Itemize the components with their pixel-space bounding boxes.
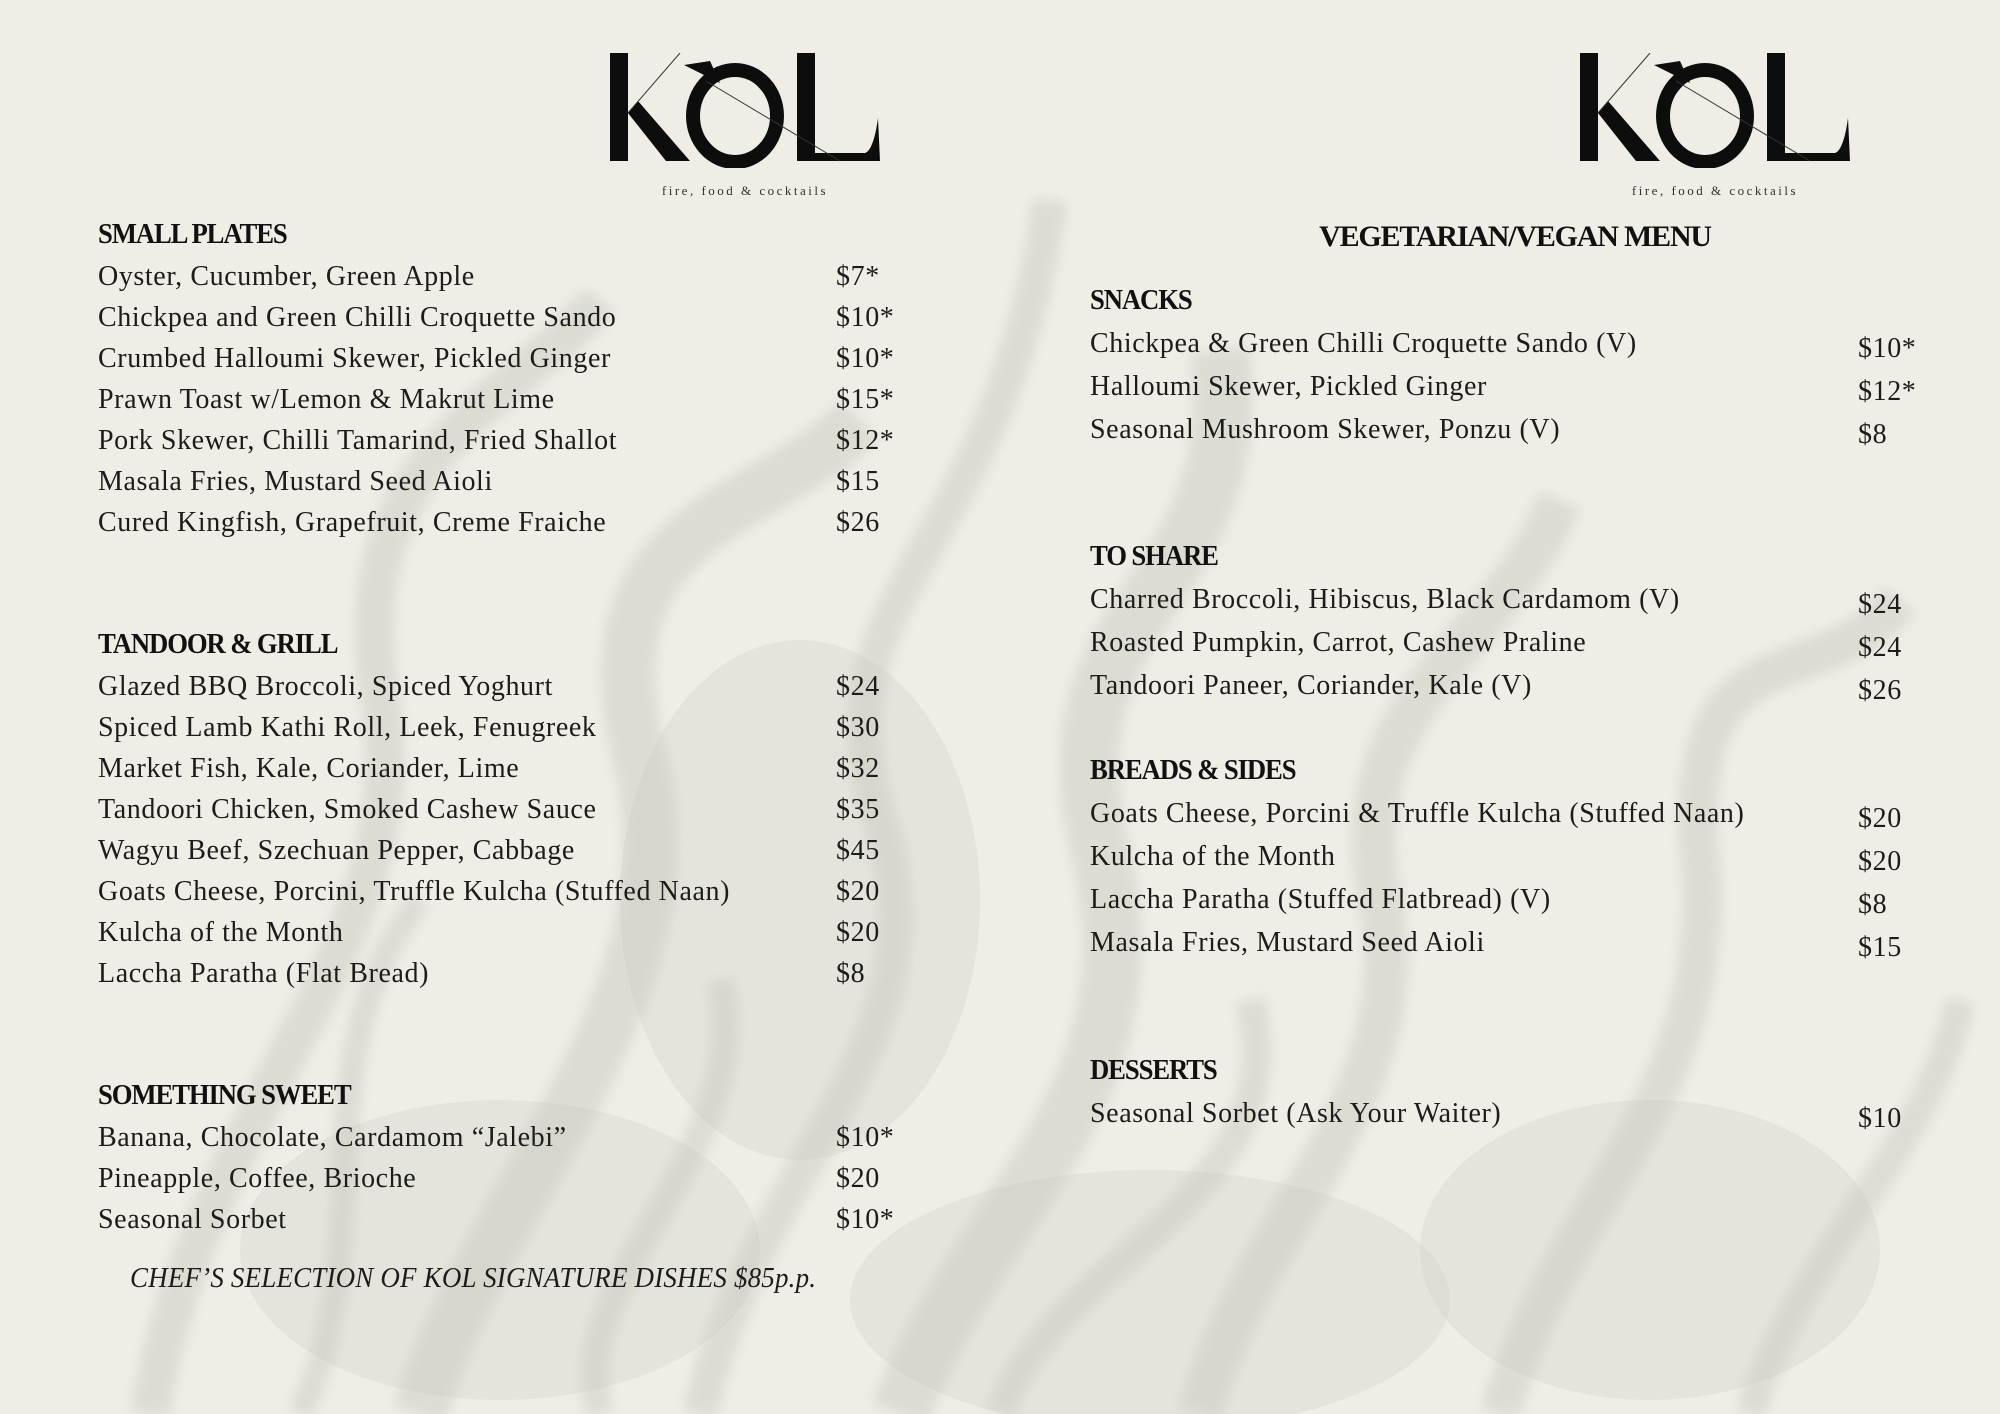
menu-item bbox=[98, 338, 895, 379]
item-price: $20 bbox=[1858, 803, 1902, 834]
brand-logo-left bbox=[610, 53, 880, 223]
item-price: $10* bbox=[836, 302, 895, 333]
menu-item bbox=[98, 912, 880, 953]
section-title: TANDOOR & GRILL bbox=[98, 628, 338, 660]
item-price: $15 bbox=[836, 466, 880, 497]
menu-item bbox=[1090, 664, 1902, 707]
item-name: Goats Cheese, Porcini & Truffle Kulcha (Stuffed Naan) bbox=[1090, 798, 1745, 829]
item-price: $20 bbox=[836, 917, 880, 948]
item-name: Laccha Paratha (Stuffed Flatbread) (V) bbox=[1090, 884, 1551, 915]
menu-item bbox=[98, 1158, 880, 1199]
menu-item bbox=[98, 256, 880, 297]
item-name: Banana, Chocolate, Cardamom “Jalebi” bbox=[98, 1122, 567, 1153]
item-name: Masala Fries, Mustard Seed Aioli bbox=[98, 466, 493, 497]
menu-item bbox=[98, 297, 895, 338]
kol-logo-icon bbox=[610, 53, 880, 168]
menu-item bbox=[1090, 878, 1888, 921]
item-name: Market Fish, Kale, Coriander, Lime bbox=[98, 753, 520, 784]
item-name: Crumbed Halloumi Skewer, Pickled Ginger bbox=[98, 343, 611, 374]
item-name: Pork Skewer, Chilli Tamarind, Fried Shallot bbox=[98, 425, 618, 456]
item-price: $26 bbox=[836, 507, 880, 538]
menu-item bbox=[98, 666, 880, 707]
item-name: Charred Broccoli, Hibiscus, Black Cardamom (V) bbox=[1090, 584, 1680, 615]
item-price: $15 bbox=[1858, 932, 1902, 963]
menu-item bbox=[1090, 921, 1902, 964]
section-desserts bbox=[1090, 1050, 1902, 1135]
item-name: Wagyu Beef, Szechuan Pepper, Cabbage bbox=[98, 835, 575, 866]
section-tandoor-grill bbox=[98, 624, 880, 994]
menu-item bbox=[98, 707, 880, 748]
kol-logo-icon bbox=[1580, 53, 1850, 168]
menu-item bbox=[98, 1117, 895, 1158]
brand-tagline: fire, food & cocktails bbox=[1631, 183, 1799, 198]
item-name: Chickpea and Green Chilli Croquette Sando bbox=[98, 302, 617, 333]
item-name: Masala Fries, Mustard Seed Aioli bbox=[1090, 927, 1485, 958]
item-price: $12* bbox=[836, 425, 895, 456]
item-price: $8 bbox=[1858, 419, 1888, 450]
item-price: $10* bbox=[1858, 333, 1917, 364]
item-price: $8 bbox=[836, 958, 866, 989]
item-price: $10* bbox=[836, 1204, 895, 1235]
menu-item bbox=[1090, 408, 1888, 451]
section-breads-sides bbox=[1090, 750, 1902, 964]
item-name: Seasonal Mushroom Skewer, Ponzu (V) bbox=[1090, 414, 1561, 445]
menu-item bbox=[98, 789, 880, 830]
menu-item bbox=[98, 871, 880, 912]
item-name: Roasted Pumpkin, Carrot, Cashew Praline bbox=[1090, 627, 1587, 658]
vegetarian-menu-title: VEGETARIAN/VEGAN MENU bbox=[1319, 220, 1711, 253]
item-price: $24 bbox=[1858, 632, 1902, 663]
item-price: $24 bbox=[1858, 589, 1902, 620]
section-title: SMALL PLATES bbox=[98, 218, 287, 250]
item-name: Tandoori Paneer, Coriander, Kale (V) bbox=[1090, 670, 1532, 701]
section-title: SOMETHING SWEET bbox=[98, 1079, 351, 1111]
item-name: Halloumi Skewer, Pickled Ginger bbox=[1090, 371, 1487, 402]
menu-item bbox=[1090, 365, 1917, 408]
chef-selection-note: CHEF’S SELECTION OF KOL SIGNATURE DISHES $85p.p. bbox=[130, 1262, 817, 1294]
menu-item bbox=[1090, 792, 1902, 835]
item-name: Laccha Paratha (Flat Bread) bbox=[98, 958, 430, 989]
section-title: TO SHARE bbox=[1090, 540, 1218, 572]
menu-item bbox=[98, 830, 880, 871]
menu-item bbox=[1090, 578, 1902, 621]
item-name: Seasonal Sorbet (Ask Your Waiter) bbox=[1090, 1098, 1502, 1129]
item-name: Prawn Toast w/Lemon & Makrut Lime bbox=[98, 384, 555, 415]
item-price: $20 bbox=[1858, 846, 1902, 877]
menu-item bbox=[98, 1199, 895, 1240]
menu-item bbox=[1090, 835, 1902, 878]
item-price: $15* bbox=[836, 384, 895, 415]
item-price: $32 bbox=[836, 753, 880, 784]
item-name: Spiced Lamb Kathi Roll, Leek, Fenugreek bbox=[98, 712, 597, 743]
item-price: $10* bbox=[836, 1122, 895, 1153]
section-title: SNACKS bbox=[1090, 284, 1192, 316]
brand-logo-right bbox=[1580, 53, 1850, 223]
menu-item bbox=[98, 502, 880, 543]
item-name: Kulcha of the Month bbox=[1090, 841, 1336, 872]
menu-item bbox=[98, 461, 880, 502]
item-name: Tandoori Chicken, Smoked Cashew Sauce bbox=[98, 794, 597, 825]
item-price: $26 bbox=[1858, 675, 1902, 706]
menu-item bbox=[98, 953, 866, 994]
section-title: DESSERTS bbox=[1090, 1054, 1217, 1086]
menu-item bbox=[98, 420, 895, 461]
item-name: Goats Cheese, Porcini, Truffle Kulcha (Stuffed Naan) bbox=[98, 876, 731, 907]
item-name: Chickpea & Green Chilli Croquette Sando (V) bbox=[1090, 328, 1637, 359]
section-to-share bbox=[1090, 536, 1902, 707]
menu-item bbox=[98, 748, 880, 789]
section-small-plates bbox=[98, 214, 895, 543]
item-name: Seasonal Sorbet bbox=[98, 1204, 287, 1235]
menu-item bbox=[1090, 621, 1902, 664]
menu-item bbox=[1090, 1092, 1902, 1135]
item-price: $10* bbox=[836, 343, 895, 374]
item-name: Kulcha of the Month bbox=[98, 917, 344, 948]
item-price: $20 bbox=[836, 876, 880, 907]
section-something-sweet bbox=[98, 1075, 895, 1240]
item-price: $24 bbox=[836, 671, 880, 702]
brand-tagline: fire, food & cocktails bbox=[661, 183, 829, 198]
section-title: BREADS & SIDES bbox=[1090, 754, 1296, 786]
menu-item bbox=[98, 379, 895, 420]
item-price: $10 bbox=[1858, 1103, 1902, 1134]
item-name: Oyster, Cucumber, Green Apple bbox=[98, 261, 475, 292]
menu-item bbox=[1090, 322, 1917, 365]
item-name: Pineapple, Coffee, Brioche bbox=[98, 1163, 417, 1194]
item-price: $45 bbox=[836, 835, 880, 866]
item-price: $30 bbox=[836, 712, 880, 743]
section-snacks bbox=[1090, 280, 1917, 451]
item-price: $20 bbox=[836, 1163, 880, 1194]
item-price: $7* bbox=[836, 261, 880, 292]
item-name: Cured Kingfish, Grapefruit, Creme Fraiche bbox=[98, 507, 607, 538]
item-price: $8 bbox=[1858, 889, 1888, 920]
item-price: $35 bbox=[836, 794, 880, 825]
item-price: $12* bbox=[1858, 376, 1917, 407]
item-name: Glazed BBQ Broccoli, Spiced Yoghurt bbox=[98, 671, 553, 702]
